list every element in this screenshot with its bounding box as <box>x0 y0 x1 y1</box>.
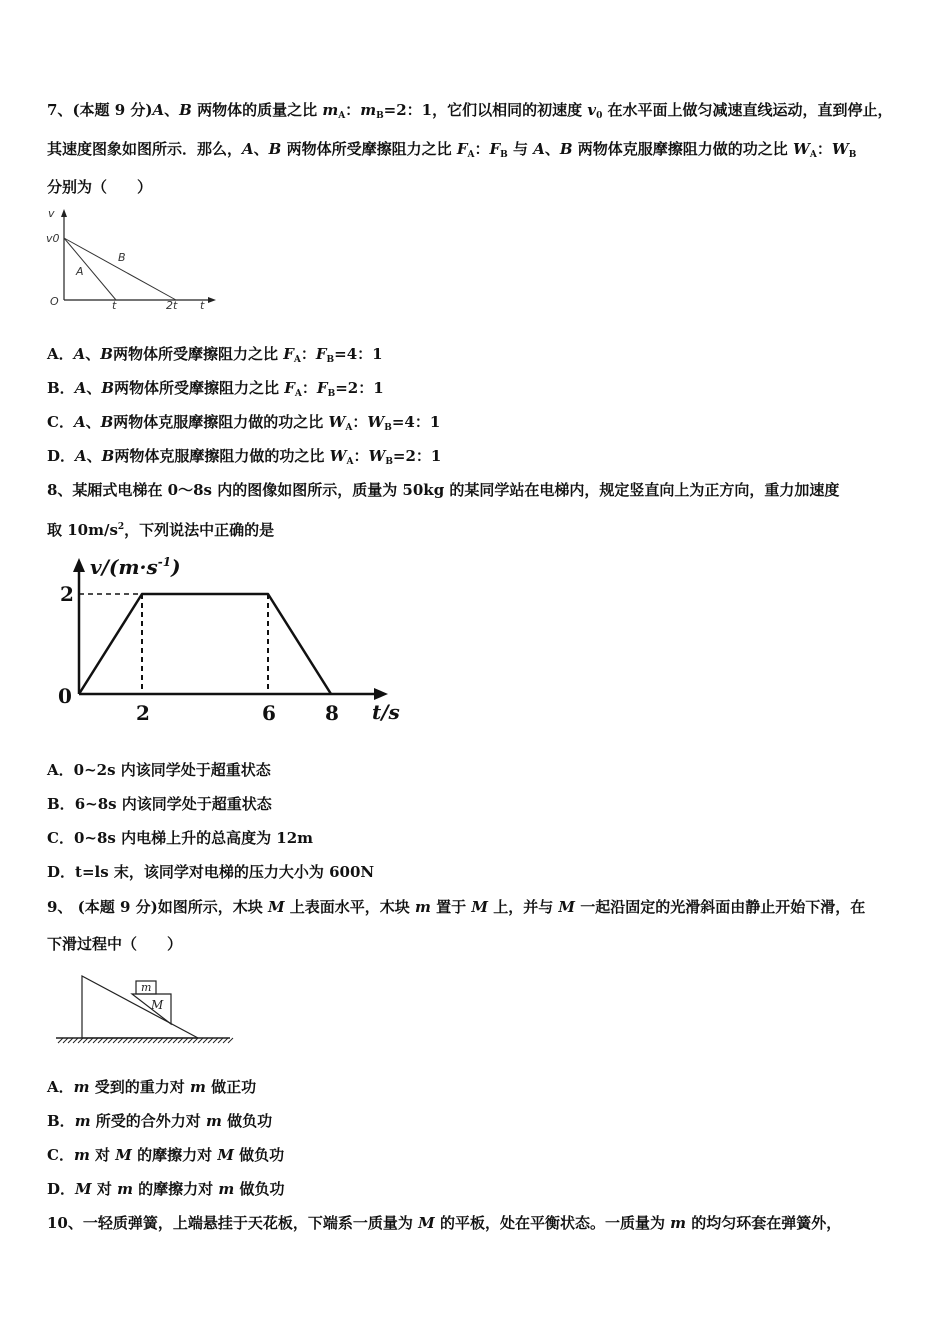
q9-line-2: 下滑过程中（ ） <box>47 935 183 953</box>
q7-y-arrow <box>61 209 67 217</box>
q8-y-label: $v/(m\cdot s^{-1})$ <box>90 555 181 579</box>
q8-velocity-graph <box>50 548 410 728</box>
q7-origin-label: O <box>50 295 59 308</box>
q7-line-2: 其速度图象如图所示．那么，A、B 两物体所受摩擦阻力之比 $F_A$：$F_B$ 与 A、B 两物体克服摩擦阻力做的功之比 $W_A$：$W_B$ <box>47 140 857 160</box>
q8-line-1: 8、某厢式电梯在 0～8s 内的图像如图所示，质量为 50kg 的某同学站在电梯内，规定竖直向上为正方向，重力加速度 <box>47 481 840 499</box>
q7-v-label: v <box>48 207 55 220</box>
q8-x-label: t/s <box>372 700 400 724</box>
q7-velocity-graph <box>44 205 224 313</box>
q9-option-c[interactable]: C．m 对 M 的摩擦力对 M 做负功 <box>47 1146 285 1164</box>
q8-x-tick: 8 <box>325 701 339 725</box>
q8-line-2: 取 $10m/s^2$，下列说法中正确的是 <box>47 521 275 539</box>
q8-option-a[interactable]: A．0~2s 内该同学处于超重状态 <box>47 761 271 779</box>
q9-option-a[interactable]: A．m 受到的重力对 m 做正功 <box>47 1078 257 1096</box>
q9-M-label: M <box>151 998 164 1012</box>
q7-option-c[interactable]: C．A、B两物体克服摩擦阻力做的功之比 $W_A$：$W_B=4$：1 <box>47 413 441 433</box>
q7-option-a[interactable]: A．A、B两物体所受摩擦阻力之比 $F_A$：$F_B=4$：1 <box>47 345 383 365</box>
q8-x-arrow <box>374 688 388 700</box>
q7-v0-label: v0 <box>46 232 60 245</box>
q9-m-label: m <box>141 981 152 994</box>
q9-option-d[interactable]: D．M 对 m 的摩擦力对 m 做负功 <box>47 1180 285 1198</box>
q9-line-1: 9、 (本题 9 分)如图所示，木块 M 上表面水平，木块 m 置于 M 上，并与 M 一起沿固定的光滑斜面由静止开始下滑，在 <box>47 898 866 916</box>
q8-option-c[interactable]: C．0~8s 内电梯上升的总高度为 12m <box>47 829 314 847</box>
q7-A-label: A <box>76 265 84 278</box>
q9-incline <box>82 976 198 1038</box>
q8-origin-label: 0 <box>58 684 72 708</box>
q7-B-label: B <box>118 251 126 264</box>
q8-y-arrow <box>73 558 85 572</box>
q7-option-b[interactable]: B．A、B两物体所受摩擦阻力之比 $F_A$：$F_B=2$：1 <box>47 379 384 399</box>
q7-2t-tick: 2t <box>166 299 178 312</box>
q9-option-b[interactable]: B．m 所受的合外力对 m 做负功 <box>47 1112 273 1130</box>
q7-line-1: 7、(本题 9 分)A、B 两物体的质量之比 $m_A$：$m_B=2$：1，它们以相同的初速度 $v_0$ 在水平面上做匀减速直线运动，直到停止， <box>47 101 893 121</box>
q7-line-A <box>64 238 116 300</box>
q7-t-tick: t <box>112 299 117 312</box>
q10-line-1: 10、一轻质弹簧，上端悬挂于天花板，下端系一质量为 M 的平板，处在平衡状态。一质量为 m 的均匀环套在弹簧外， <box>47 1214 842 1232</box>
q8-x-tick: 6 <box>262 701 276 725</box>
q7-option-d[interactable]: D．A、B两物体克服摩擦阻力做的功之比 $W_A$：$W_B=2$：1 <box>47 447 442 467</box>
q8-option-b[interactable]: B．6~8s 内该同学处于超重状态 <box>47 795 272 813</box>
q7-line-3: 分别为（ ） <box>47 178 153 196</box>
q7-t-axis-label: t <box>200 299 205 312</box>
q7-x-arrow <box>208 297 216 303</box>
q8-velocity-line <box>79 594 331 694</box>
q8-option-d[interactable]: D．t=ls 末，该同学对电梯的压力大小为 600N <box>47 863 375 881</box>
q8-y-tick-2: 2 <box>60 582 74 606</box>
q9-incline-figure <box>54 970 234 1048</box>
q8-x-tick: 2 <box>136 701 150 725</box>
